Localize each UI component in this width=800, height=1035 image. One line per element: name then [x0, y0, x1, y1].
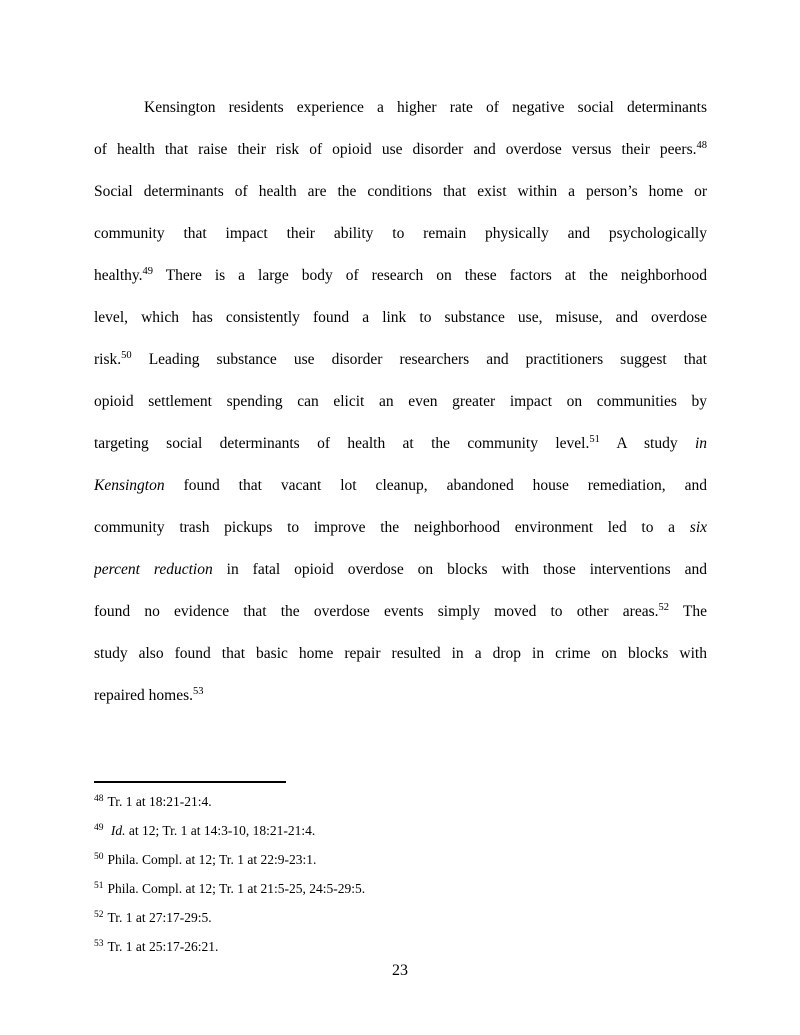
text-segment: in [694, 435, 707, 452]
footnote-reference: 48 [696, 140, 707, 151]
paragraph-line [94, 381, 707, 423]
text-segment: community that impact their ability to remain physically and psychologically [94, 225, 707, 242]
paragraph-line [94, 423, 707, 465]
paragraph-line [94, 213, 707, 255]
footnote-section [94, 781, 707, 961]
footnote-reference: 53 [193, 686, 204, 697]
text-segment: Kensington residents experience a higher rate of negative social determinants [144, 99, 707, 116]
text-segment: community trash pickups to improve the neighborhood environment led to a [94, 519, 690, 536]
footnote-number: 50 [94, 852, 104, 862]
footnote-reference: 52 [658, 602, 669, 613]
text-segment: Tr. 1 at 27:17-29:5. [107, 910, 212, 925]
footnote-item [94, 816, 707, 845]
footnote-reference: 51 [589, 434, 600, 445]
text-segment: opioid settlement spending can elicit an even greater impact on communities by [94, 393, 707, 410]
text-segment: six [689, 519, 707, 536]
paragraph-line [94, 171, 707, 213]
text-segment: The [668, 603, 707, 620]
text-segment: found no evidence that the overdose events simply moved to other areas. [94, 603, 659, 620]
paragraph-line [94, 297, 707, 339]
text-segment: Id. [110, 823, 126, 838]
footnote-item [94, 903, 707, 932]
paragraph-line [94, 87, 707, 129]
footnote-number: 53 [94, 939, 104, 949]
footnote-number: 48 [94, 794, 104, 804]
paragraph-line [94, 129, 707, 171]
footnote-number: 52 [94, 910, 104, 920]
text-segment: A study [599, 435, 695, 452]
footnote-separator-rule [94, 781, 286, 783]
paragraph-line [94, 465, 707, 507]
text-segment: Tr. 1 at 18:21-21:4. [107, 794, 212, 809]
footnote-item [94, 932, 707, 961]
page-number-label: 23 [392, 962, 408, 979]
text-segment: Phila. Compl. at 12; Tr. 1 at 22:9-23:1. [107, 852, 317, 867]
footnote-number: 49 [94, 823, 104, 833]
text-segment: at 12; Tr. 1 at 14:3-10, 18:21-21:4. [125, 823, 316, 838]
footnote-item [94, 787, 707, 816]
text-segment: There is a large body of research on these factors at the neighborhood [153, 267, 707, 284]
footnote-number: 51 [94, 881, 104, 891]
text-segment: level, which has consistently found a link to substance use, misuse, and overdose [94, 309, 707, 326]
body-paragraph [94, 87, 707, 717]
text-segment: study also found that basic home repair resulted in a drop in crime on blocks with [94, 645, 707, 662]
text-segment: Tr. 1 at 25:17-26:21. [107, 939, 219, 954]
footnote-list [94, 787, 707, 961]
text-segment: targeting social determinants of health at the community level. [94, 435, 590, 452]
footnote-reference: 50 [121, 350, 132, 361]
paragraph-line [94, 549, 707, 591]
paragraph-line [94, 633, 707, 675]
text-segment: in fatal opioid overdose on blocks with those interventions and [212, 561, 707, 578]
paragraph-line [94, 507, 707, 549]
footnote-reference: 49 [142, 266, 153, 277]
paragraph-line [94, 675, 707, 717]
text-segment: Social determinants of health are the conditions that exist within a person’s home or [94, 183, 707, 200]
text-segment: healthy. [94, 267, 143, 284]
text-segment: Phila. Compl. at 12; Tr. 1 at 21:5-25, 24:5-29:5. [107, 881, 366, 896]
paragraph-line [94, 591, 707, 633]
paragraph-line [94, 339, 707, 381]
text-segment: found that vacant lot cleanup, abandoned house remediation, and [164, 477, 707, 494]
text-segment: Kensington [94, 477, 165, 494]
text-segment: percent reduction [94, 561, 213, 578]
text-segment: Leading substance use disorder researchers and practitioners suggest that [131, 351, 707, 368]
paragraph-line [94, 255, 707, 297]
footnote-item [94, 874, 707, 903]
text-segment: of health that raise their risk of opioid use disorder and overdose versus their peers. [94, 141, 697, 158]
footnote-item [94, 845, 707, 874]
text-segment: repaired homes. [94, 687, 193, 704]
text-segment: risk. [94, 351, 122, 368]
